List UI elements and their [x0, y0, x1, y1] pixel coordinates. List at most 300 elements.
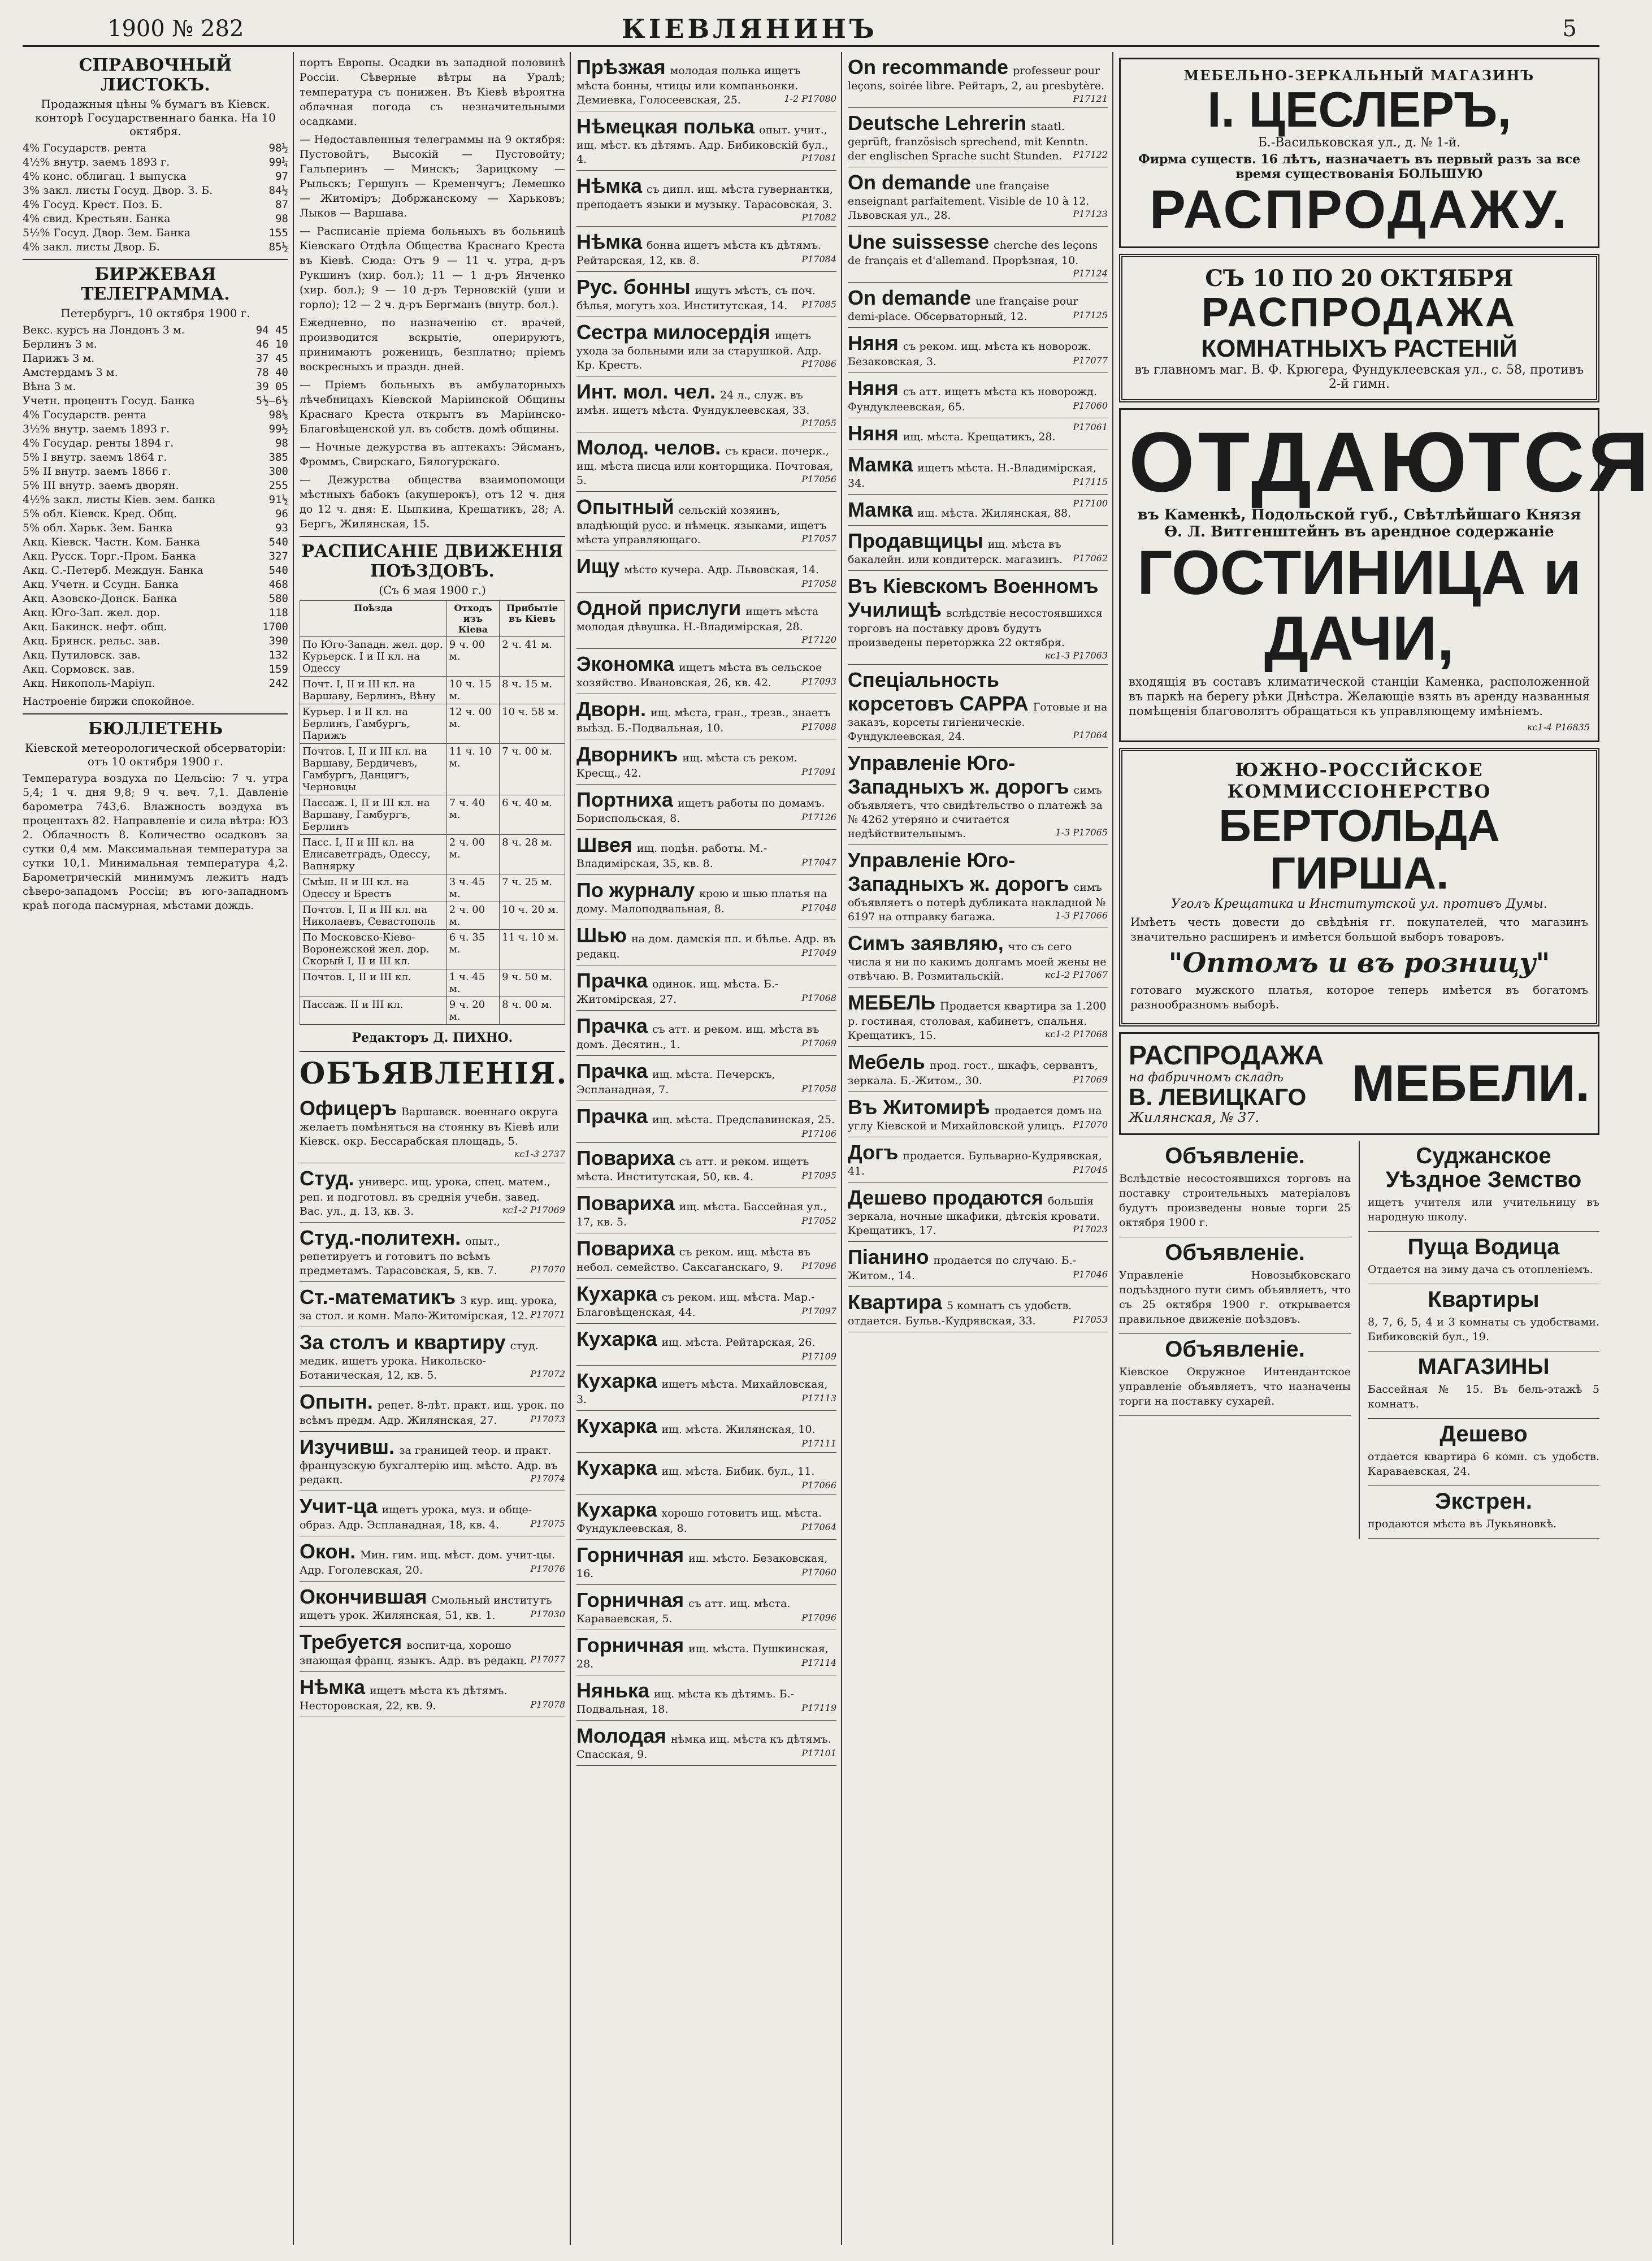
rate-row [23, 677, 288, 691]
ad-keyword: Горничная [576, 1634, 684, 1657]
classified-ad [848, 227, 1108, 283]
ad-text: 24 л., служ. въ имѣн. ищетъ мѣста. Фундуклеевская, 33. [576, 389, 810, 417]
ads-title: ОБЪЯВЛЕНІЯ. [300, 1056, 568, 1091]
classified-ad [576, 965, 836, 1011]
classified-ad [576, 694, 836, 739]
classified-ad [576, 1143, 836, 1188]
classified-ad [300, 1432, 565, 1491]
train-name: Курьер. I и II кл. на Берлинъ, Гамбургъ, Парижъ [300, 704, 447, 744]
classified-ad [848, 665, 1108, 748]
classified-ad [576, 1324, 836, 1366]
rate-row [23, 155, 288, 170]
notice-item [1368, 1141, 1599, 1232]
classified-ad [848, 571, 1108, 665]
column-display-ads [1119, 52, 1652, 2245]
ad-text: ищ. мѣста. Пушкинская, 28. [576, 1643, 829, 1670]
ad-code: Р17064 [801, 1522, 836, 1532]
rate-value: 98½ [268, 142, 288, 154]
classified-ad [848, 108, 1108, 167]
classified-ad [848, 987, 1108, 1047]
rate-value: 132 [268, 649, 288, 661]
notice-text: Отдается на зиму дача съ отопленіемъ. [1368, 1263, 1593, 1276]
ad-code: Р17045 [1073, 1164, 1108, 1175]
train-departure: 2 ч. 00 м. [446, 902, 499, 930]
rate-value: 97 [275, 170, 288, 183]
ad-keyword: Прачка [576, 1104, 648, 1128]
rate-row [23, 380, 288, 394]
classified-ad [576, 1495, 836, 1540]
exchange-closing: Настроеніе биржи спокойное. [23, 695, 195, 708]
rate-row [23, 479, 288, 493]
ad-code: Р17077 [1073, 355, 1108, 366]
rate-row [23, 170, 288, 184]
classified-ad [300, 1387, 565, 1432]
ad-code: Р17070 [530, 1264, 565, 1275]
ad-code: Р17055 [801, 418, 836, 428]
rate-name: Акц. С.-Петерб. Междун. Банка [23, 564, 203, 577]
ad-code: Р17057 [801, 533, 836, 544]
ad-text: репет. 8-лѣт. практ. ищ. урок. по всѣмъ предм. Адр. Жилянская, 27. [300, 1399, 565, 1427]
train-arrival: 8 ч. 00 м. [500, 997, 565, 1025]
ad-keyword: Нѣмка [576, 174, 642, 197]
ad-code: Р17052 [801, 1215, 836, 1226]
rate-value: 159 [268, 663, 288, 675]
notice-item [1119, 1141, 1351, 1237]
timetable-row [300, 835, 565, 874]
rates-list [23, 141, 288, 254]
ad-text: продается. Бульварно-Кудрявская, 41. [848, 1150, 1102, 1177]
ad-keyword: Управленіе Юго-Западныхъ ж. дорогъ [848, 848, 1069, 895]
train-departure: 9 ч. 00 м. [446, 637, 499, 677]
ad-keyword: За столъ и квартиру [300, 1331, 506, 1354]
classified-ad [576, 317, 836, 376]
rate-row [23, 634, 288, 648]
rate-name: Акц. Брянск. рельс. зав. [23, 635, 160, 647]
ad-code: Р17071 [530, 1309, 565, 1320]
column-rule [570, 52, 571, 2245]
classified-ad [576, 739, 836, 785]
reference-title: СПРАВОЧНЫЙ ЛИСТОКЪ. [79, 55, 232, 95]
rate-row [23, 337, 288, 352]
ad-code: Р17060 [801, 1567, 836, 1578]
ad-keyword: Симъ заявляю, [848, 932, 1004, 955]
ad-text: ищетъ работы по домамъ. Бориспольская, 8. [576, 797, 825, 825]
ad-keyword: Инт. мол. чел. [576, 380, 716, 403]
ad-text: ищетъ мѣста. Н.-Владимірская, 34. [848, 462, 1096, 490]
classified-ads [848, 52, 1108, 1332]
train-name: Почт. I, II и III кл. на Варшаву, Берлинъ, Вѣну [300, 677, 447, 704]
rate-name: Акц. Учетн. и Ссудн. Банка [23, 578, 179, 591]
rate-row [23, 394, 288, 408]
hirsch-small: готоваго мужского платья, которое теперь имѣется въ богатомъ разнообразномъ выборѣ. [1130, 983, 1588, 1012]
notice-title: Объявленіе. [1165, 1336, 1305, 1362]
rate-name: Акц. Сормовск. зав. [23, 663, 135, 675]
ad-code: Р17100 [1073, 498, 1108, 509]
ad-code: Р17123 [1073, 209, 1108, 219]
ad-text: продается по случаю. Б.-Житом., 14. [848, 1254, 1077, 1282]
ad-keyword: Швея [576, 833, 632, 856]
classified-ad [576, 593, 836, 649]
meteo-subtitle: Кіевской метеорологической обсерваторіи: отъ 10 октября 1900 г. [24, 741, 287, 768]
train-departure: 10 ч. 15 м. [446, 677, 499, 704]
notice-item [1368, 1419, 1599, 1486]
ad-code: кс1-2 Р17067 [1044, 969, 1108, 980]
timetable-row [300, 744, 565, 795]
notices [1119, 1141, 1351, 1539]
rate-row [23, 564, 288, 578]
classified-ad [576, 1453, 836, 1495]
classified-ad [848, 1137, 1108, 1183]
ad-code: Р17053 [1073, 1314, 1108, 1325]
rate-row [23, 366, 288, 380]
ad-code: Р17114 [801, 1657, 836, 1668]
rate-name: 4% Государств. рента [23, 409, 147, 421]
classified-ad [576, 1540, 836, 1585]
ad-keyword: Студ. [300, 1167, 354, 1190]
rate-name: Амстердамъ 3 м. [23, 366, 118, 379]
notice-title: Суджанское Уѣздное Земство [1385, 1143, 1582, 1192]
ad-keyword: Горничная [576, 1543, 684, 1566]
ad-keyword: Одной прислуги [576, 596, 742, 620]
rate-value: 580 [268, 592, 288, 605]
plants-address: въ главномъ маг. В. Ф. Крюгера, Фундуклеевская ул., с. 58, противъ 2-й гимн. [1134, 362, 1584, 391]
ad-code: Р17058 [801, 1083, 836, 1094]
train-arrival: 10 ч. 58 м. [500, 704, 565, 744]
rate-row [23, 141, 288, 155]
rate-row [23, 535, 288, 549]
rate-value: 300 [268, 465, 288, 478]
timetable-row [300, 795, 565, 835]
rate-name: Акц. Путиловск. зав. [23, 649, 141, 661]
ad-text: продается домъ на углу Кіевской и Михайловской улицъ. [848, 1104, 1102, 1132]
classified-ad [576, 649, 836, 694]
ad-keyword: Повариха [576, 1237, 675, 1260]
furniture-sub: на фабричномъ складѣ [1129, 1070, 1284, 1085]
classified-ad [848, 1092, 1108, 1137]
ad-code: Р17121 [1073, 93, 1108, 104]
classified-ad [576, 1366, 836, 1411]
reference-subtitle: Продажныя цѣны % бумагъ въ Кіевск. конторѣ Государственнаго банка. На 10 октября. [35, 97, 276, 138]
ad-text: съ атт. ищ. мѣста. Караваевская, 5. [576, 1597, 791, 1625]
classified-ad [848, 449, 1108, 495]
ad-code: Р17072 [530, 1368, 565, 1379]
ad-text: вслѣдствіе несостоявшихся торговъ на поставку дровъ будутъ произведены переторжка 22 октября. [848, 607, 1103, 649]
ad-text: ищ. мѣста въ бакалейн. или кондитерск. магазинъ. [848, 538, 1063, 566]
ad-text: съ реком. ищ. мѣста въ небол. семейство. Саксаганскаго, 9. [576, 1246, 811, 1274]
train-name: Смѣш. II и III кл. на Одессу и Брестъ [300, 874, 447, 902]
ad-text: нѣмка ищ. мѣста къ дѣтямъ. Спасская, 9. [576, 1733, 831, 1761]
ad-text: ищ. подѣн. работы. М.-Владимірская, 35, кв. 8. [576, 842, 768, 870]
ad-text: ищ. мѣста. Бибик. бул., 11. [661, 1465, 815, 1478]
rate-row [23, 198, 288, 212]
furniture-big: МЕБЕЛИ. [1351, 1054, 1590, 1112]
ad-text: cherche des leçons de français et d'allemand. Прорѣзная, 10. [848, 239, 1098, 267]
train-arrival: 11 ч. 10 м. [500, 930, 565, 969]
classified-ad [576, 1279, 836, 1324]
classified-ad [300, 1536, 565, 1582]
ad-code: 1-3 Р17065 [1055, 827, 1108, 838]
classified-ad [576, 551, 836, 593]
classified-ad [848, 1287, 1108, 1332]
rate-row [23, 451, 288, 465]
notice-item [1368, 1284, 1599, 1352]
classified-ad [300, 1223, 565, 1282]
classified-ad [300, 1627, 565, 1672]
ad-code: кс1-2 Р17068 [1044, 1029, 1108, 1039]
ad-code: Р17106 [801, 1128, 836, 1139]
classified-ad [576, 1630, 836, 1675]
rate-value: 78 40 [255, 366, 288, 379]
ad-text: прод. гост., шкафъ, сервантъ, зеркала. Б.-Житом., 30. [848, 1059, 1098, 1087]
ad-code: Р17076 [530, 1563, 565, 1574]
rate-name: Парижъ 3 м. [23, 352, 95, 365]
rate-row [23, 240, 288, 254]
ad-text: Мин. гим. ищ. мѣст. дом. учит-цы. Адр. Гоголевская, 20. [300, 1549, 556, 1576]
ad-keyword: Нянька [576, 1679, 649, 1702]
news-paragraph: — Пріемъ больныхъ въ амбулаторныхъ лѣчебницахъ Кіевской Маріинской Общины Краснаго Креста открытъ въ Маріинско-Благовѣщенской ул. въ собств. домѣ общины. [300, 379, 565, 435]
train-departure: 7 ч. 40 м. [446, 795, 499, 835]
classified-ad [848, 928, 1108, 987]
plants-subtitle: КОМНАТНЫХЪ РАСТЕНІЙ [1201, 334, 1517, 362]
ad-keyword: Кухарка [576, 1282, 657, 1305]
train-name: Пассаж. II и III кл. [300, 997, 447, 1025]
ad-code: Р17126 [801, 812, 836, 822]
ad-text: Варшавск. военнаго округа желаетъ помѣняться на стоянку въ Кіевѣ или Кіевск. окр. Бессарабская площадь, 5. [300, 1106, 560, 1147]
ad-keyword: Въ Житомирѣ [848, 1095, 990, 1119]
ad-keyword: Нѣмка [300, 1675, 365, 1699]
rent-mid: ГОСТИНИЦА и ДАЧИ, [1137, 538, 1581, 673]
rent-code: кс1-4 Р16835 [1527, 722, 1590, 733]
ad-keyword: Мамка [848, 453, 913, 476]
rate-name: 5% обл. Харьк. Зем. Банка [23, 522, 173, 534]
ad-keyword: Шью [576, 924, 627, 947]
ad-code: Р17122 [1073, 149, 1108, 160]
news-items [300, 55, 565, 531]
ad-text: опыт. учит., ищ. мѣст. къ дѣтямъ. Адр. Бибиковскій бул., 4. [576, 124, 829, 166]
meteo-text: Температура воздуха по Цельсію: 7 ч. утра 5,4; 1 ч. дня 9,8; 9 ч. веч. 7,1. Давленіе барометра 743,6. Влажность воздуха въ процентахъ 82. Направленіе и сила вѣтра: ЮЗ 2. Облачность 8. Количество осадковъ за сутки 0,4 мм. Максимальная температура за сутки 10,1. Минимальная температура 4,2. Барометрическій минимумъ лежитъ надъ сѣверо-западомъ Россіи; въ юго-западномъ краѣ погода пасмурная, мѣстами дождь. [23, 772, 288, 912]
rate-value: 39 05 [255, 380, 288, 393]
notice-text: ищетъ учителя или учительницу въ народную школу. [1368, 1196, 1599, 1223]
ad-code: Р17124 [1073, 268, 1108, 279]
ad-keyword: Дешево продаются [848, 1186, 1043, 1209]
ad-code: Р17109 [801, 1351, 836, 1362]
exchange-title: БИРЖЕВАЯ ТЕЛЕГРАММА. [81, 265, 230, 304]
classified-ad [576, 227, 836, 272]
train-arrival: 8 ч. 15 м. [500, 677, 565, 704]
rate-name: Векс. курсъ на Лондонъ 3 м. [23, 324, 185, 336]
classified-ad [848, 748, 1108, 845]
classified-ad [576, 376, 836, 432]
rate-row [23, 578, 288, 592]
ad-text: съ реком. ищ. мѣста къ новорож. Безаковская, 3. [848, 340, 1091, 368]
rate-name: Акц. Бакинск. нефт. общ. [23, 621, 167, 633]
classified-ad [576, 272, 836, 317]
rate-value: 96 [275, 508, 288, 520]
ad-code: Р17064 [1073, 730, 1108, 740]
levitsky-ad [1119, 1032, 1599, 1134]
ad-code: Р17097 [801, 1306, 836, 1316]
column-rule [841, 52, 842, 2245]
rate-row [23, 662, 288, 677]
ad-code: Р17113 [801, 1393, 836, 1404]
ad-keyword: Прѣзжая [576, 55, 666, 79]
news-paragraph: Ежедневно, по назначенію ст. врачей, производится вскрытіе, оперируютъ, принимаютъ роженицъ, безплатно; пріемъ воскресныхъ и праздн. дней. [300, 317, 565, 373]
timetable-row [300, 704, 565, 744]
timetable-row [300, 677, 565, 704]
ad-code: Р17056 [801, 474, 836, 484]
classified-ad [848, 495, 1108, 526]
ad-keyword: Сестра милосердія [576, 320, 770, 344]
rate-row [23, 422, 288, 436]
train-arrival: 8 ч. 28 м. [500, 835, 565, 874]
ad-text: большія зеркала, ночные шкафики, дѣтскія кровати. Крещатикъ, 17. [848, 1195, 1100, 1237]
rate-value: 98 [275, 213, 288, 225]
ad-keyword: Нѣмецкая полька [576, 115, 755, 138]
ad-code: кс1-2 Р17069 [502, 1205, 565, 1215]
timetable-row [300, 874, 565, 902]
plants-dates: СЪ 10 ПО 20 ОКТЯБРЯ [1205, 265, 1514, 292]
zesler-sale: РАСПРОДАЖУ. [1149, 179, 1569, 240]
ad-code: Р17088 [801, 721, 836, 732]
notice-text: Кіевское Окружное Интендантское управленіе объявляетъ, что назначены торги на поставку сухарей. [1119, 1365, 1351, 1407]
ad-keyword: Прачка [576, 969, 648, 992]
train-name: По Московско-Кіево-Воронежской жел. дор. Скорый I, II и III кл. [300, 930, 447, 969]
notice-title: Квартиры [1428, 1287, 1540, 1312]
rate-name: 4½% закл. листы Кіев. зем. банка [23, 493, 216, 506]
ad-code: кс1-3 2737 [514, 1149, 565, 1159]
train-departure: 12 ч. 00 м. [446, 704, 499, 744]
ad-code: Р17049 [801, 947, 836, 958]
classified-ad [576, 492, 836, 551]
ad-text: ищетъ урока, муз. и обще-образ. Адр. Эспланадная, 18, кв. 4. [300, 1504, 532, 1531]
ad-code: Р17120 [801, 634, 836, 645]
classified-ad [848, 1242, 1108, 1287]
rate-row [23, 620, 288, 634]
classified-ad [576, 830, 836, 875]
ad-text: съ краси. почерк., ищ. мѣста писца или конторщика. Почтовая, 5. [576, 445, 834, 487]
rate-name: 4% свид. Крестьян. Банка [23, 213, 171, 225]
ad-keyword: Молодая [576, 1724, 666, 1747]
exchange-subtitle: Петербургъ, 10 октября 1900 г. [60, 306, 250, 320]
rate-row [23, 606, 288, 620]
rate-value: 87 [275, 198, 288, 211]
ad-text: 5 комнатъ съ удобств. отдается. Бульв.-Кудрявская, 33. [848, 1300, 1072, 1327]
ad-code: Р17068 [801, 993, 836, 1003]
ad-code: Р17075 [530, 1518, 565, 1529]
ad-text: staatl. geprüft, französisch sprechend, mit Kenntn. der englischen Sprache sucht Stunden. [848, 120, 1089, 162]
classified-ad [576, 920, 836, 965]
rate-name: 4½% внутр. заемъ 1893 г. [23, 156, 170, 168]
hirsch-top: ЮЖНО-РОССІЙСКОЕ КОММИССІОНЕРСТВО [1227, 759, 1491, 803]
rate-row [23, 323, 288, 337]
ad-keyword: Студ.-политехн. [300, 1226, 461, 1249]
issue-number: 1900 № 282 [107, 16, 244, 42]
train-arrival: 10 ч. 20 м. [500, 902, 565, 930]
zesler-ad [1119, 58, 1599, 248]
rate-name: Вѣна 3 м. [23, 380, 76, 393]
rate-value: 468 [268, 578, 288, 591]
ad-keyword: Няня [848, 376, 899, 400]
ad-keyword: Офицеръ [300, 1097, 397, 1120]
rate-name: 4% Госуд. Крест. Поз. Б. [23, 198, 163, 211]
ad-code: Р17096 [801, 1261, 836, 1271]
furniture-address: Жилянская, № 37. [1129, 1109, 1260, 1125]
rate-value: 390 [268, 635, 288, 647]
newspaper-title: КІЕВЛЯНИНЪ [622, 14, 878, 44]
notice-item [1368, 1232, 1599, 1284]
ad-keyword: On demande [848, 286, 972, 309]
ad-code: Р17046 [1073, 1269, 1108, 1280]
ad-text: Готовые и на заказъ, корсеты гигіеническіе. Фундуклеевская, 24. [848, 701, 1108, 743]
ad-keyword: Окон. [300, 1540, 356, 1563]
ad-text: ищ. мѣста. Крещатикъ, 28. [903, 431, 1056, 443]
zesler-name: І. ЦЕСЛЕРЪ, [1207, 81, 1511, 137]
rate-value: 155 [268, 227, 288, 239]
train-name: Почтов. I, II и III кл. на Варшаву, Бердичевъ, Гамбургъ, Данцигъ, Черновцы [300, 744, 447, 795]
notice-title: Объявленіе. [1165, 1240, 1305, 1265]
train-departure: 1 ч. 45 м. [446, 969, 499, 997]
classified-ads [576, 52, 836, 1766]
ad-keyword: Прачка [576, 1059, 648, 1082]
zesler-line: Фирма существ. 16 лѣтъ, назначаетъ въ первый разъ за все время существованія БОЛЬШУЮ [1138, 152, 1581, 182]
ad-keyword: Няня [848, 331, 899, 354]
ad-text: une française enseignant parfaitement. Visible de 10 à 12. Львовская ул., 28. [848, 180, 1090, 222]
classified-ad [300, 1327, 565, 1387]
notice-item [1119, 1334, 1351, 1416]
ad-text: съ реком. ищ. мѣста. Мар.-Благовѣщенская, 44. [576, 1291, 815, 1319]
ad-text: сельскій хозяинъ, владѣющій русс. и нѣмецк. языками, ищетъ мѣста управляющаго. [576, 504, 827, 546]
classified-ad [576, 1233, 836, 1279]
train-departure: 9 ч. 20 м. [446, 997, 499, 1025]
ad-code: Р17093 [801, 676, 836, 687]
notice-item [1368, 1486, 1599, 1539]
rate-value: 327 [268, 550, 288, 562]
ad-code: Р17084 [801, 254, 836, 265]
ad-text: молодая полька ищетъ мѣста бонны, чтицы или компаньонки. Демиевка, Голосеевская, 25. [576, 64, 801, 106]
ad-text: универс. ищ. урока, спец. матем., реп. и подготовл. въ среднія учебн. завед. Вас. ул., д. 13, кв. 3. [300, 1176, 550, 1218]
rate-value: 93 [275, 522, 288, 534]
train-departure: 2 ч. 00 м. [446, 835, 499, 874]
timetable-title: РАСПИСАНІЕ ДВИЖЕНІЯ ПОѢЗДОВЪ. [301, 542, 563, 581]
news-paragraph: — Недоставленныя телеграммы на 9 октября: Пустовойтъ, Высокій — Пустовойту; Гальперинъ — Минскъ; Зарицкому — Рыльскъ; Гершунъ — Кременчугъ; Лемешко — Житоміръ; Добржанскому — Харьковъ; Лыков — Варшава. [300, 133, 565, 219]
ad-text: воспит-ца, хорошо знающая франц. языкъ. Адр. въ редакц. [300, 1639, 527, 1667]
rate-value: 118 [268, 607, 288, 619]
rate-row [23, 648, 288, 662]
rate-row [23, 212, 288, 226]
ad-keyword: Дворн. [576, 698, 647, 721]
classified-ad [848, 418, 1108, 449]
ad-text: ищетъ ухода за больными или за старушкой. Адр. Кр. Крестъ. [576, 330, 822, 371]
editor-line: Редакторъ Д. ПИХНО. [352, 1030, 513, 1045]
ad-text: ищетъ мѣста въ сельское хозяйство. Ивановская, 26, кв. 42. [576, 661, 822, 689]
plants-ad [1119, 254, 1599, 402]
train-name: Почтов. I, II и III кл. на Николаевъ, Севастополь [300, 902, 447, 930]
train-name: Почтов. I, II и III кл. [300, 969, 447, 997]
rate-name: 5% II внутр. заемъ 1866 г. [23, 465, 171, 478]
classified-ad [576, 1011, 836, 1056]
notice-text: 8, 7, 6, 5, 4 и 3 комнаты съ удобствами. Бибиковскій бул., 19. [1368, 1315, 1599, 1343]
timetable-row [300, 930, 565, 969]
rate-row [23, 507, 288, 521]
hirsch-name: БЕРТОЛЬДА ГИРША. [1219, 800, 1500, 899]
ad-code: 1-3 Р17066 [1055, 910, 1108, 921]
ad-text: симъ объявляетъ, что свидѣтельство о платежѣ за № 4262 утеряно и считается недѣйствительнымъ. [848, 784, 1103, 840]
rate-value: 5½–6½ [255, 395, 288, 407]
ad-keyword: On recommande [848, 55, 1009, 79]
rate-row [23, 408, 288, 422]
ad-text: одинок. ищ. мѣста. Б.-Житомірская, 27. [576, 978, 779, 1006]
ad-keyword: Экономка [576, 652, 675, 675]
